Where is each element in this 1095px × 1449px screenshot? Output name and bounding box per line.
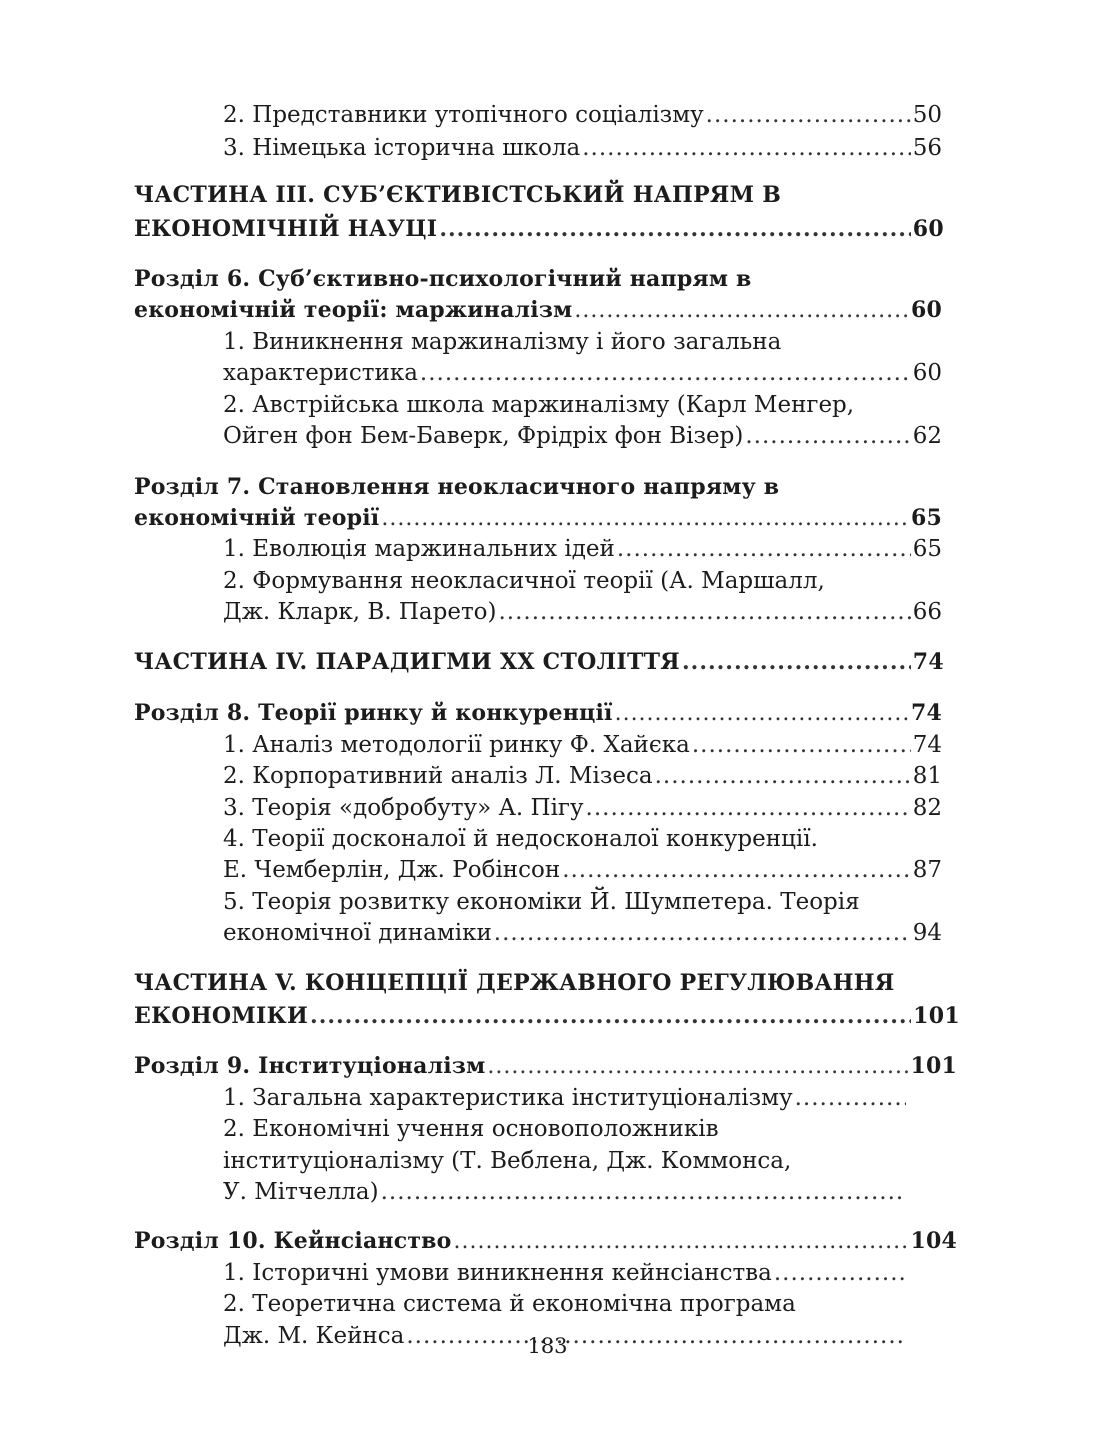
- toc-entry-title: 1. Загальна характеристика інституціоналізму: [223, 1085, 793, 1111]
- dot-leader: [582, 133, 910, 163]
- toc-entry-title: 5. Теорія розвитку економіки Й. Шумпетера. Теорія: [223, 889, 860, 915]
- toc-entry: [223, 1114, 908, 1144]
- toc-entry-title: економічній теорії: маржиналізм: [134, 297, 573, 323]
- toc-entry-title: ЕКОНОМІКИ: [134, 1003, 309, 1029]
- dot-leader: [562, 855, 911, 885]
- toc-entry-title: Дж. М. Кейнса: [223, 1323, 405, 1349]
- toc-entry: [134, 264, 800, 294]
- toc-entry-title: ЧАСТИНА ІІІ. СУБ’ЄКТИВІСТСЬКИЙ НАПРЯМ В: [134, 182, 782, 208]
- toc-entry: [134, 968, 905, 998]
- toc-entry: [134, 1051, 957, 1081]
- toc-entry-title: Розділ 10. Кейнсіанство: [134, 1228, 452, 1254]
- dot-leader: [615, 699, 909, 729]
- toc-entry-page: 66: [912, 599, 942, 625]
- toc-entry: [134, 295, 942, 325]
- dot-leader: [381, 504, 909, 534]
- toc-entry-title: 3. Німецька історична школа: [223, 135, 581, 161]
- dot-leader: [706, 100, 911, 130]
- toc-entry: [223, 793, 942, 823]
- toc-entry-title: Розділ 9. Інституціоналізм: [134, 1053, 486, 1079]
- toc-entry-page: 74: [912, 732, 942, 758]
- toc-entry-title: 2. Представники утопічного соціалізму: [223, 102, 704, 128]
- toc-entry: [223, 100, 942, 130]
- toc-entry-title: 2. Австрійська школа маржиналізму (Карл Менгер,: [223, 392, 855, 418]
- dot-leader: [745, 421, 910, 451]
- toc-entry-title: ЧАСТИНА V. КОНЦЕПЦІЇ ДЕРЖАВНОГО РЕГУЛЮВАННЯ: [134, 970, 895, 996]
- toc-entry: [134, 180, 790, 210]
- toc-entry-page: 101: [910, 1053, 957, 1079]
- toc-entry-title: 1. Аналіз методології ринку Ф. Хайєка: [223, 732, 690, 758]
- toc-entry-title: 2. Корпоративний аналіз Л. Мізеса: [223, 763, 653, 789]
- toc-entry-title: інституціоналізму (Т. Веблена, Дж. Коммонса,: [223, 1148, 792, 1174]
- toc-entry-page: 56: [912, 135, 942, 161]
- toc-entry: [134, 1226, 957, 1256]
- toc-entry: [223, 566, 942, 596]
- toc-entry: [223, 918, 942, 948]
- toc-entry-title: економічної динаміки: [223, 920, 492, 946]
- toc-entry: [223, 597, 942, 627]
- toc-entry: [134, 1001, 960, 1031]
- toc-entry: [223, 358, 942, 388]
- toc-entry: [223, 534, 942, 564]
- dot-leader: [454, 1227, 909, 1257]
- dot-leader: [682, 647, 911, 677]
- toc-entry-page: 94: [912, 920, 942, 946]
- toc-entry-title: Е. Чемберлін, Дж. Робінсон: [223, 857, 561, 883]
- toc-entry-page: 65: [910, 505, 942, 531]
- toc-entry-title: 2. Теоретична система й економічна програма: [223, 1291, 796, 1317]
- dot-leader: [310, 1001, 911, 1031]
- toc-entry-title: Ойген фон Бем-Баверк, Фрідріх фон Візер): [223, 423, 744, 449]
- toc-entry-page: 50: [912, 102, 942, 128]
- toc-entry-title: 2. Формування неокласичної теорії (А. Маршалл,: [223, 568, 825, 594]
- page-number: 183: [527, 1334, 568, 1358]
- toc-entry: [134, 647, 944, 677]
- toc-entry: [223, 390, 942, 420]
- toc-entry: [223, 327, 942, 357]
- toc-entry: [223, 1289, 908, 1319]
- toc-entry-title: 1. Історичні умови виникнення кейнсіанства: [223, 1260, 772, 1286]
- toc-entry: [223, 1083, 908, 1113]
- toc-entry-title: економічній теорії: [134, 505, 380, 531]
- toc-entry: [223, 421, 942, 451]
- toc-entry-page: 60: [910, 297, 942, 323]
- toc-entry: [134, 698, 942, 728]
- toc-entry: [223, 761, 942, 791]
- toc-entry-page: 65: [912, 536, 942, 562]
- toc-entry-title: характеристика: [223, 360, 418, 386]
- toc-entry: [223, 1146, 908, 1176]
- toc-entry-title: 3. Теорія «добробуту» А. Пігу: [223, 795, 584, 821]
- toc-entry-page: 82: [912, 795, 942, 821]
- toc-entry: [223, 887, 942, 917]
- dot-leader: [381, 1177, 906, 1207]
- toc-entry: [223, 133, 942, 163]
- dot-leader: [487, 1052, 908, 1082]
- dot-leader: [494, 918, 911, 948]
- dot-leader: [795, 1083, 906, 1113]
- toc-entry-page: 81: [912, 763, 942, 789]
- toc-entry: [134, 214, 944, 244]
- dot-leader: [499, 597, 911, 627]
- dot-leader: [774, 1258, 906, 1288]
- toc-entry-page: 101: [913, 1003, 960, 1029]
- toc-entry-page: 60: [912, 360, 942, 386]
- toc-entry: [223, 1258, 908, 1288]
- toc-entry-title: Розділ 6. Суб’єктивно-психологічний напрям в: [134, 266, 752, 292]
- toc-entry-page: 87: [912, 857, 942, 883]
- toc-entry-page: 104: [910, 1228, 957, 1254]
- dot-leader: [439, 214, 910, 244]
- toc-entry: [134, 503, 942, 533]
- toc-entry-page: 60: [912, 216, 944, 242]
- toc-entry-title: Дж. Кларк, В. Парето): [223, 599, 497, 625]
- dot-leader: [617, 534, 911, 564]
- dot-leader: [420, 358, 911, 388]
- toc-entry-title: 4. Теорії досконалої й недосконалої конкуренції.: [223, 826, 818, 852]
- toc-entry: [223, 1177, 908, 1207]
- toc-entry-title: 1. Еволюція маржинальних ідей: [223, 536, 615, 562]
- toc-entry: [223, 855, 942, 885]
- toc-entry-title: ЧАСТИНА ІV. ПАРАДИГМИ XX СТОЛІТТЯ: [134, 649, 680, 675]
- dot-leader: [574, 296, 909, 326]
- toc-entry-title: 2. Економічні учення основоположників: [223, 1116, 719, 1142]
- dot-leader: [586, 793, 911, 823]
- dot-leader: [692, 730, 911, 760]
- toc-entry: [134, 472, 820, 502]
- toc-entry-page: 62: [912, 423, 942, 449]
- toc-entry-page: 74: [910, 700, 942, 726]
- toc-entry: [223, 730, 942, 760]
- toc-entry-title: Розділ 7. Становлення неокласичного напряму в: [134, 474, 780, 500]
- toc-entry: [223, 824, 942, 854]
- toc-entry-title: Розділ 8. Теорії ринку й конкуренції: [134, 700, 613, 726]
- dot-leader: [655, 761, 911, 791]
- toc-entry-title: У. Мітчелла): [223, 1179, 379, 1205]
- toc-entry-title: 1. Виникнення маржиналізму і його загальна: [223, 329, 782, 355]
- toc-entry-page: 74: [912, 649, 944, 675]
- toc-entry-title: ЕКОНОМІЧНІЙ НАУЦІ: [134, 216, 438, 242]
